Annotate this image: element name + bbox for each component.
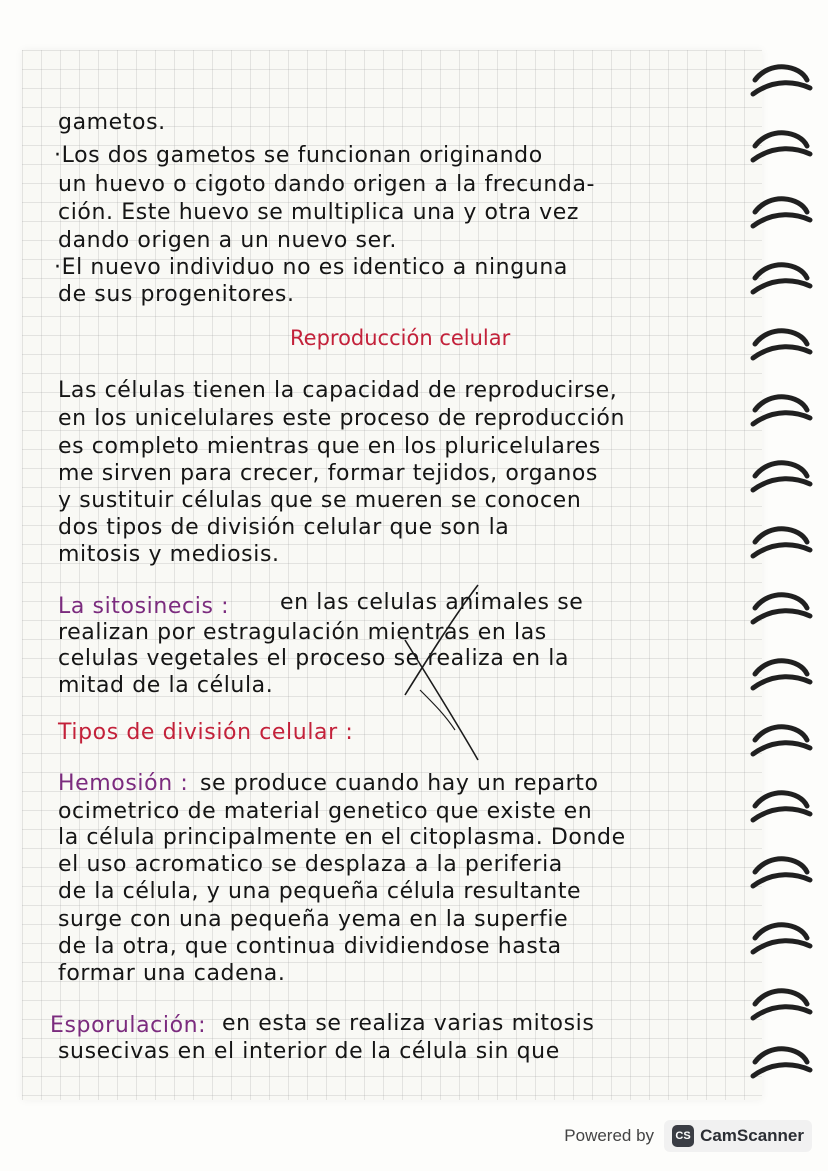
section-title: Reproducción celular (290, 326, 511, 350)
text-line: dos tipos de división celular que son la (58, 515, 510, 540)
text-line: formar una cadena. (58, 961, 286, 986)
powered-by-text: Powered by (564, 1126, 655, 1145)
text-line: mitad de la célula. (58, 673, 274, 698)
text-line: un huevo o cigoto dando origen a la frecunda- (58, 172, 596, 197)
spiral-binding (735, 60, 815, 1110)
text-line: en las celulas animales se (280, 590, 584, 615)
text-line: el uso acromatico se desplaza a la periferia (58, 852, 563, 877)
camscanner-badge (664, 1120, 812, 1152)
text-line: ocimetrico de material genetico que existe en (58, 799, 593, 824)
text-line: mitosis y mediosis. (58, 542, 280, 567)
text-line: se produce cuando hay un reparto (200, 771, 599, 796)
text-line: la célula principalmente en el citoplasma. Donde (58, 825, 626, 850)
camscanner-watermark (564, 1119, 812, 1153)
text-line: realizan por estragulación mientras en las (58, 620, 547, 645)
text-line: de sus progenitores. (58, 282, 295, 307)
text-line: ción. Este huevo se multiplica una y otra vez (58, 200, 580, 225)
text-line: me sirven para crecer, formar tejidos, organos (58, 461, 598, 486)
text-line: surge con una pequeña yema en la superfie (58, 907, 569, 932)
text-line: de la otra, que continua dividiendose hasta (58, 934, 562, 959)
text-line: Las células tienen la capacidad de reproducirse, (58, 378, 618, 403)
text-line: en los unicelulares este proceso de reproducción (58, 406, 626, 431)
camscanner-logo-icon: CS (672, 1125, 694, 1147)
text-line: ·Los dos gametos se funcionan originando (54, 143, 543, 168)
text-line: es completo mientras que en los pluricelulares (58, 434, 601, 459)
text-line: susecivas en el interior de la célula sin que (58, 1039, 560, 1064)
text-line: y sustituir células que se mueren se conocen (58, 488, 582, 513)
text-line: celulas vegetales el proceso se realiza en la (58, 646, 570, 671)
hemosion-label: Hemosión : (58, 771, 189, 796)
text-line: en esta se realiza varias mitosis (222, 1011, 595, 1036)
text-line: ·El nuevo individuo no es identico a ninguna (54, 255, 568, 280)
text-line: gametos. (58, 110, 166, 135)
sitosinecis-label: La sitosinecis : (58, 594, 230, 619)
camscanner-name: CamScanner (700, 1126, 804, 1145)
esporulacion-label: Esporulación: (50, 1013, 207, 1038)
text-line: dando origen a un nuevo ser. (58, 228, 397, 253)
text-line: de la célula, y una pequeña célula resultante (58, 879, 582, 904)
tipos-heading: Tipos de división celular : (58, 720, 354, 745)
